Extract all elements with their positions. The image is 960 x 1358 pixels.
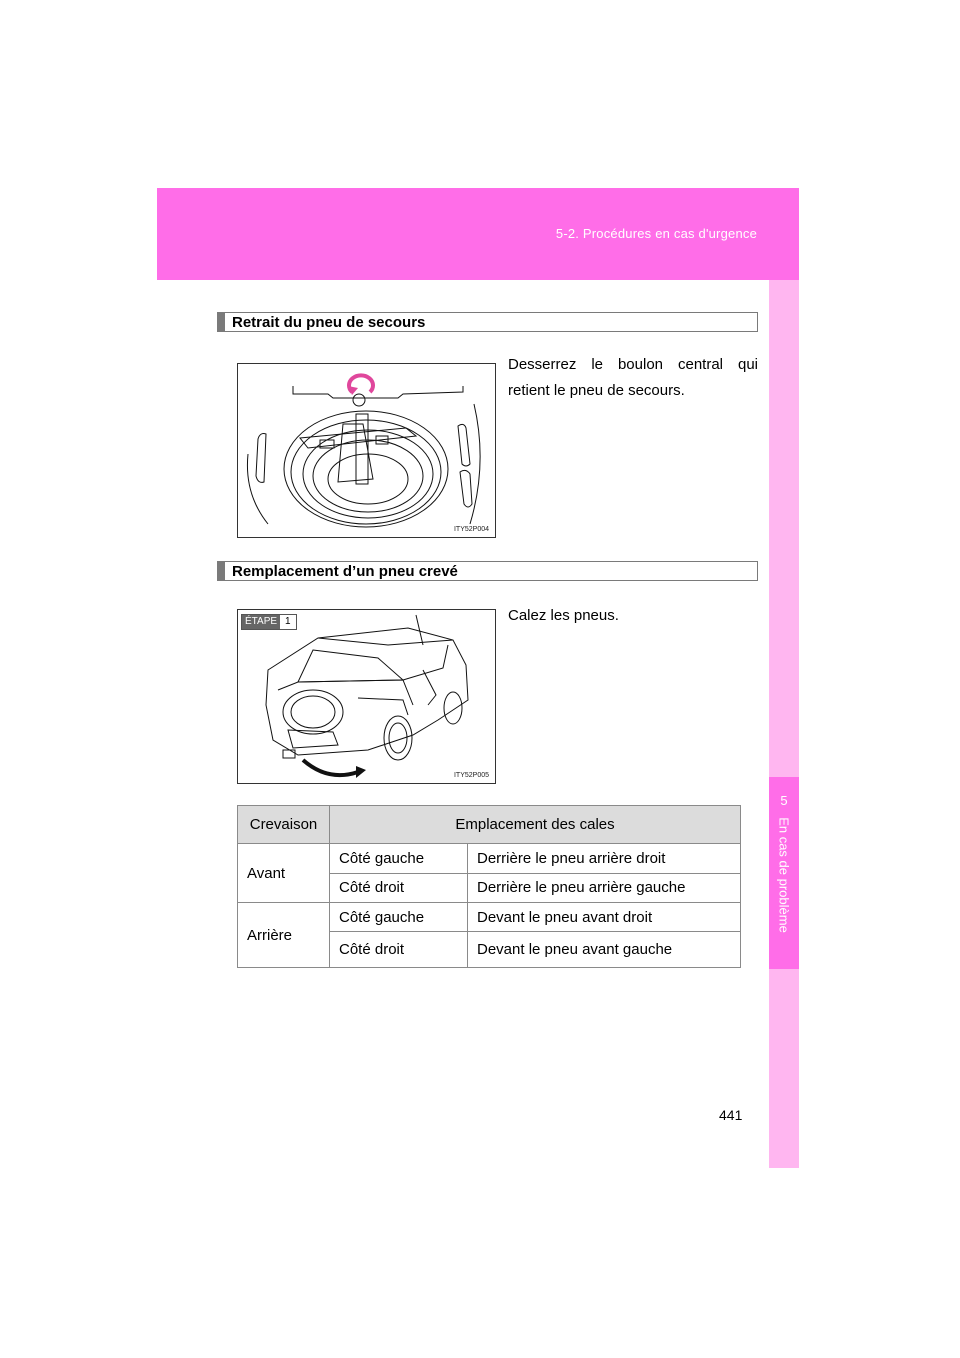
- chock-placement-table: [237, 805, 741, 968]
- table-header: Emplacement des cales: [330, 806, 741, 844]
- table-cell-location: Derrière le pneu arrière droit: [468, 844, 741, 874]
- step-number: 1: [280, 615, 296, 629]
- car-illustration: [238, 610, 495, 783]
- table-cell-location: Derrière le pneu arrière gauche: [468, 873, 741, 903]
- page-number: 441: [719, 1107, 743, 1123]
- car-chock-figure: [237, 609, 496, 784]
- step-badge: [241, 614, 297, 630]
- instruction-text: Desserrez le boulon central qui retient le pneu de secours.: [508, 356, 758, 399]
- table-cell-location: Devant le pneu avant droit: [468, 903, 741, 932]
- table-cell-side: Côté gauche: [330, 844, 468, 874]
- table-row: [238, 903, 741, 932]
- section-heading-flat-tire: [217, 561, 758, 581]
- step-label: ÉTAPE: [242, 615, 280, 629]
- header-band: [157, 188, 799, 280]
- group-label: Avant: [238, 844, 330, 903]
- section-title: Retrait du pneu de secours: [232, 314, 426, 331]
- table-cell-location: Devant le pneu avant gauche: [468, 932, 741, 968]
- chapter-label: En cas de problème: [776, 817, 792, 933]
- table-cell-side: Côté droit: [330, 932, 468, 968]
- group-label: Arrière: [238, 903, 330, 968]
- spare-tire-illustration: [238, 364, 495, 537]
- spare-tire-figure: [237, 363, 496, 538]
- header-title: 5-2. Procédures en cas d'urgence: [555, 226, 757, 241]
- table-header: Crevaison: [238, 806, 330, 844]
- table-cell-side: Côté gauche: [330, 903, 468, 932]
- side-strip: [769, 280, 799, 1168]
- chapter-number: 5: [780, 793, 788, 808]
- table-row: [238, 844, 741, 874]
- figure-code: ITY52P004: [453, 526, 489, 533]
- instruction-text: Calez les pneus.: [508, 607, 619, 624]
- figure-code: ITY52P005: [453, 772, 489, 779]
- section-title: Remplacement d’un pneu crevé: [232, 563, 458, 580]
- table-cell-side: Côté droit: [330, 873, 468, 903]
- section-heading-spare-removal: [217, 312, 758, 332]
